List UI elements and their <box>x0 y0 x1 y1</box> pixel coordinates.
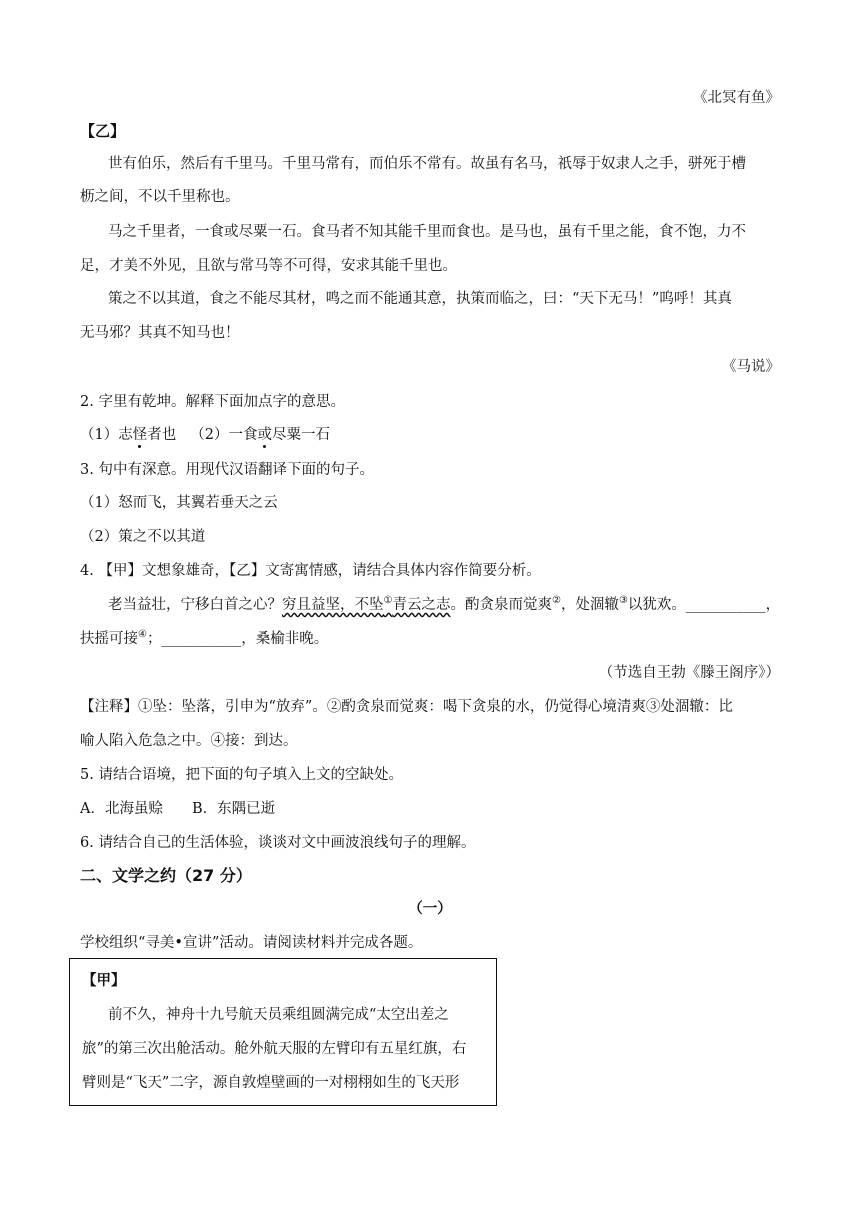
tengwang-l2-b: ； <box>146 631 162 647</box>
tengwang-l1-a: 老当益壮，宁移白首之心？ <box>108 597 282 613</box>
q2-item1-num: （1） <box>80 427 119 443</box>
box-heading: 【甲】 <box>82 973 126 989</box>
footnote-mark-1: ① <box>383 595 393 607</box>
q5-options: A．北海虽赊 B．东隅已逝 <box>80 801 276 817</box>
blank-1: ___________ <box>685 597 766 613</box>
q2-item2-post: 尽粟一石 <box>271 427 330 443</box>
tengwang-l1-e: 以犹欢。 <box>627 597 686 613</box>
tengwang-line2 <box>80 629 780 649</box>
tengwang-l1-d: ，处涸辙 <box>560 597 619 613</box>
box-line1: 前不久，神舟十九号航天员乘组圆满完成“太空出差之 <box>108 1007 449 1023</box>
material-jia-box <box>69 958 497 1106</box>
q5-title: 5. 请结合语境，把下面的句子填入上文的空缺处。 <box>80 767 403 783</box>
tengwang-l1-c: 。酌贪泉而觉爽 <box>450 597 552 613</box>
blank-2: ___________ <box>161 631 242 647</box>
wavy-underlined-sentence <box>282 597 450 613</box>
tengwang-l1-comma: ， <box>765 597 781 613</box>
q2-item1-pre: 志 <box>118 427 133 443</box>
yi-heading: 【乙】 <box>80 122 126 140</box>
q3-item2: （2）策之不以其道 <box>80 529 206 545</box>
q2-item1-post: 者也 <box>147 427 177 443</box>
notes-line1: 【注释】①坠：坠落，引申为“放弃”。②酌贪泉而觉爽：喝下贪泉的水，仍觉得心境清爽③处涸辙：比 <box>80 699 733 715</box>
q2-item2-pre: 一食 <box>228 427 258 443</box>
source-mashuo: 《马说》 <box>722 359 780 375</box>
q2-title: 2. 字里有乾坤。解释下面加点字的意思。 <box>80 394 345 410</box>
box-line3: 臂则是“飞天”二字，源自敦煌壁画的一对栩栩如生的飞天形 <box>82 1075 460 1091</box>
q3-title: 3. 句中有深意。用现代汉语翻译下面的句子。 <box>80 462 374 478</box>
section2-intro: 学校组织“寻美•宣讲”活动。请阅读材料并完成各题。 <box>80 935 423 951</box>
q4-title: 4. 【甲】文想象雄奇，【乙】文寄寓情感，请结合具体内容作简要分析。 <box>80 563 541 579</box>
section2-sub: （一） <box>408 900 452 917</box>
notes-line2: 喻人陷入危急之中。④接：到达。 <box>80 733 298 749</box>
footnote-mark-3: ③ <box>618 595 628 607</box>
footnote-mark-2: ② <box>551 595 561 607</box>
footnote-mark-4: ④ <box>138 629 147 641</box>
mashuo-p3-line2: 无马邪？其真不知马也！ <box>80 325 240 341</box>
mashuo-p2-line1: 马之千里者，一食或尽粟一石。食马者不知其能千里而食也。是马也，虽有千里之能，食不饱，力不 <box>108 224 746 240</box>
source-beiming: 《北冥有鱼》 <box>693 90 780 106</box>
q2-items <box>80 425 780 445</box>
q6-title: 6. 请结合自己的生活体验，谈谈对文中画波浪线句子的理解。 <box>80 835 476 851</box>
tengwang-l1-b: 青云之志 <box>392 597 451 613</box>
mashuo-p1-line2: 枥之间，不以千里称也。 <box>80 189 240 205</box>
q2-item2-num: （2） <box>190 427 229 443</box>
q2-item1-dotted-char: 怪 <box>132 427 148 443</box>
tengwang-l2-a: 扶摇可接 <box>80 631 138 647</box>
tengwang-l1-wavy: 穷且益坚，不坠 <box>282 597 384 613</box>
mashuo-p1-line1: 世有伯乐，然后有千里马。千里马常有，而伯乐不常有。故虽有名马，祇辱于奴隶人之手，骈死于槽 <box>108 156 746 172</box>
section2-title: 二、文学之约（27 分） <box>80 866 252 885</box>
mashuo-p3-line1: 策之不以其道，食之不能尽其材，鸣之而不能通其意，执策而临之，曰：“天下无马！”呜呼！其真 <box>108 291 732 307</box>
q2-item2-dotted-char: 或 <box>257 427 272 443</box>
q3-item1: （1）怒而飞，其翼若垂天之云 <box>80 495 278 511</box>
tengwang-line1 <box>108 595 780 615</box>
tengwang-l2-c: ，桑榆非晚。 <box>241 631 329 647</box>
box-line2: 旅”的第三次出舱活动。舱外航天服的左臂印有五星红旗，右 <box>82 1041 467 1057</box>
mashuo-p2-line2: 足，才美不外见，且欲与常马等不可得，安求其能千里也。 <box>80 258 457 274</box>
source-tengwang: （节选自王勃《滕王阁序》） <box>598 665 780 681</box>
